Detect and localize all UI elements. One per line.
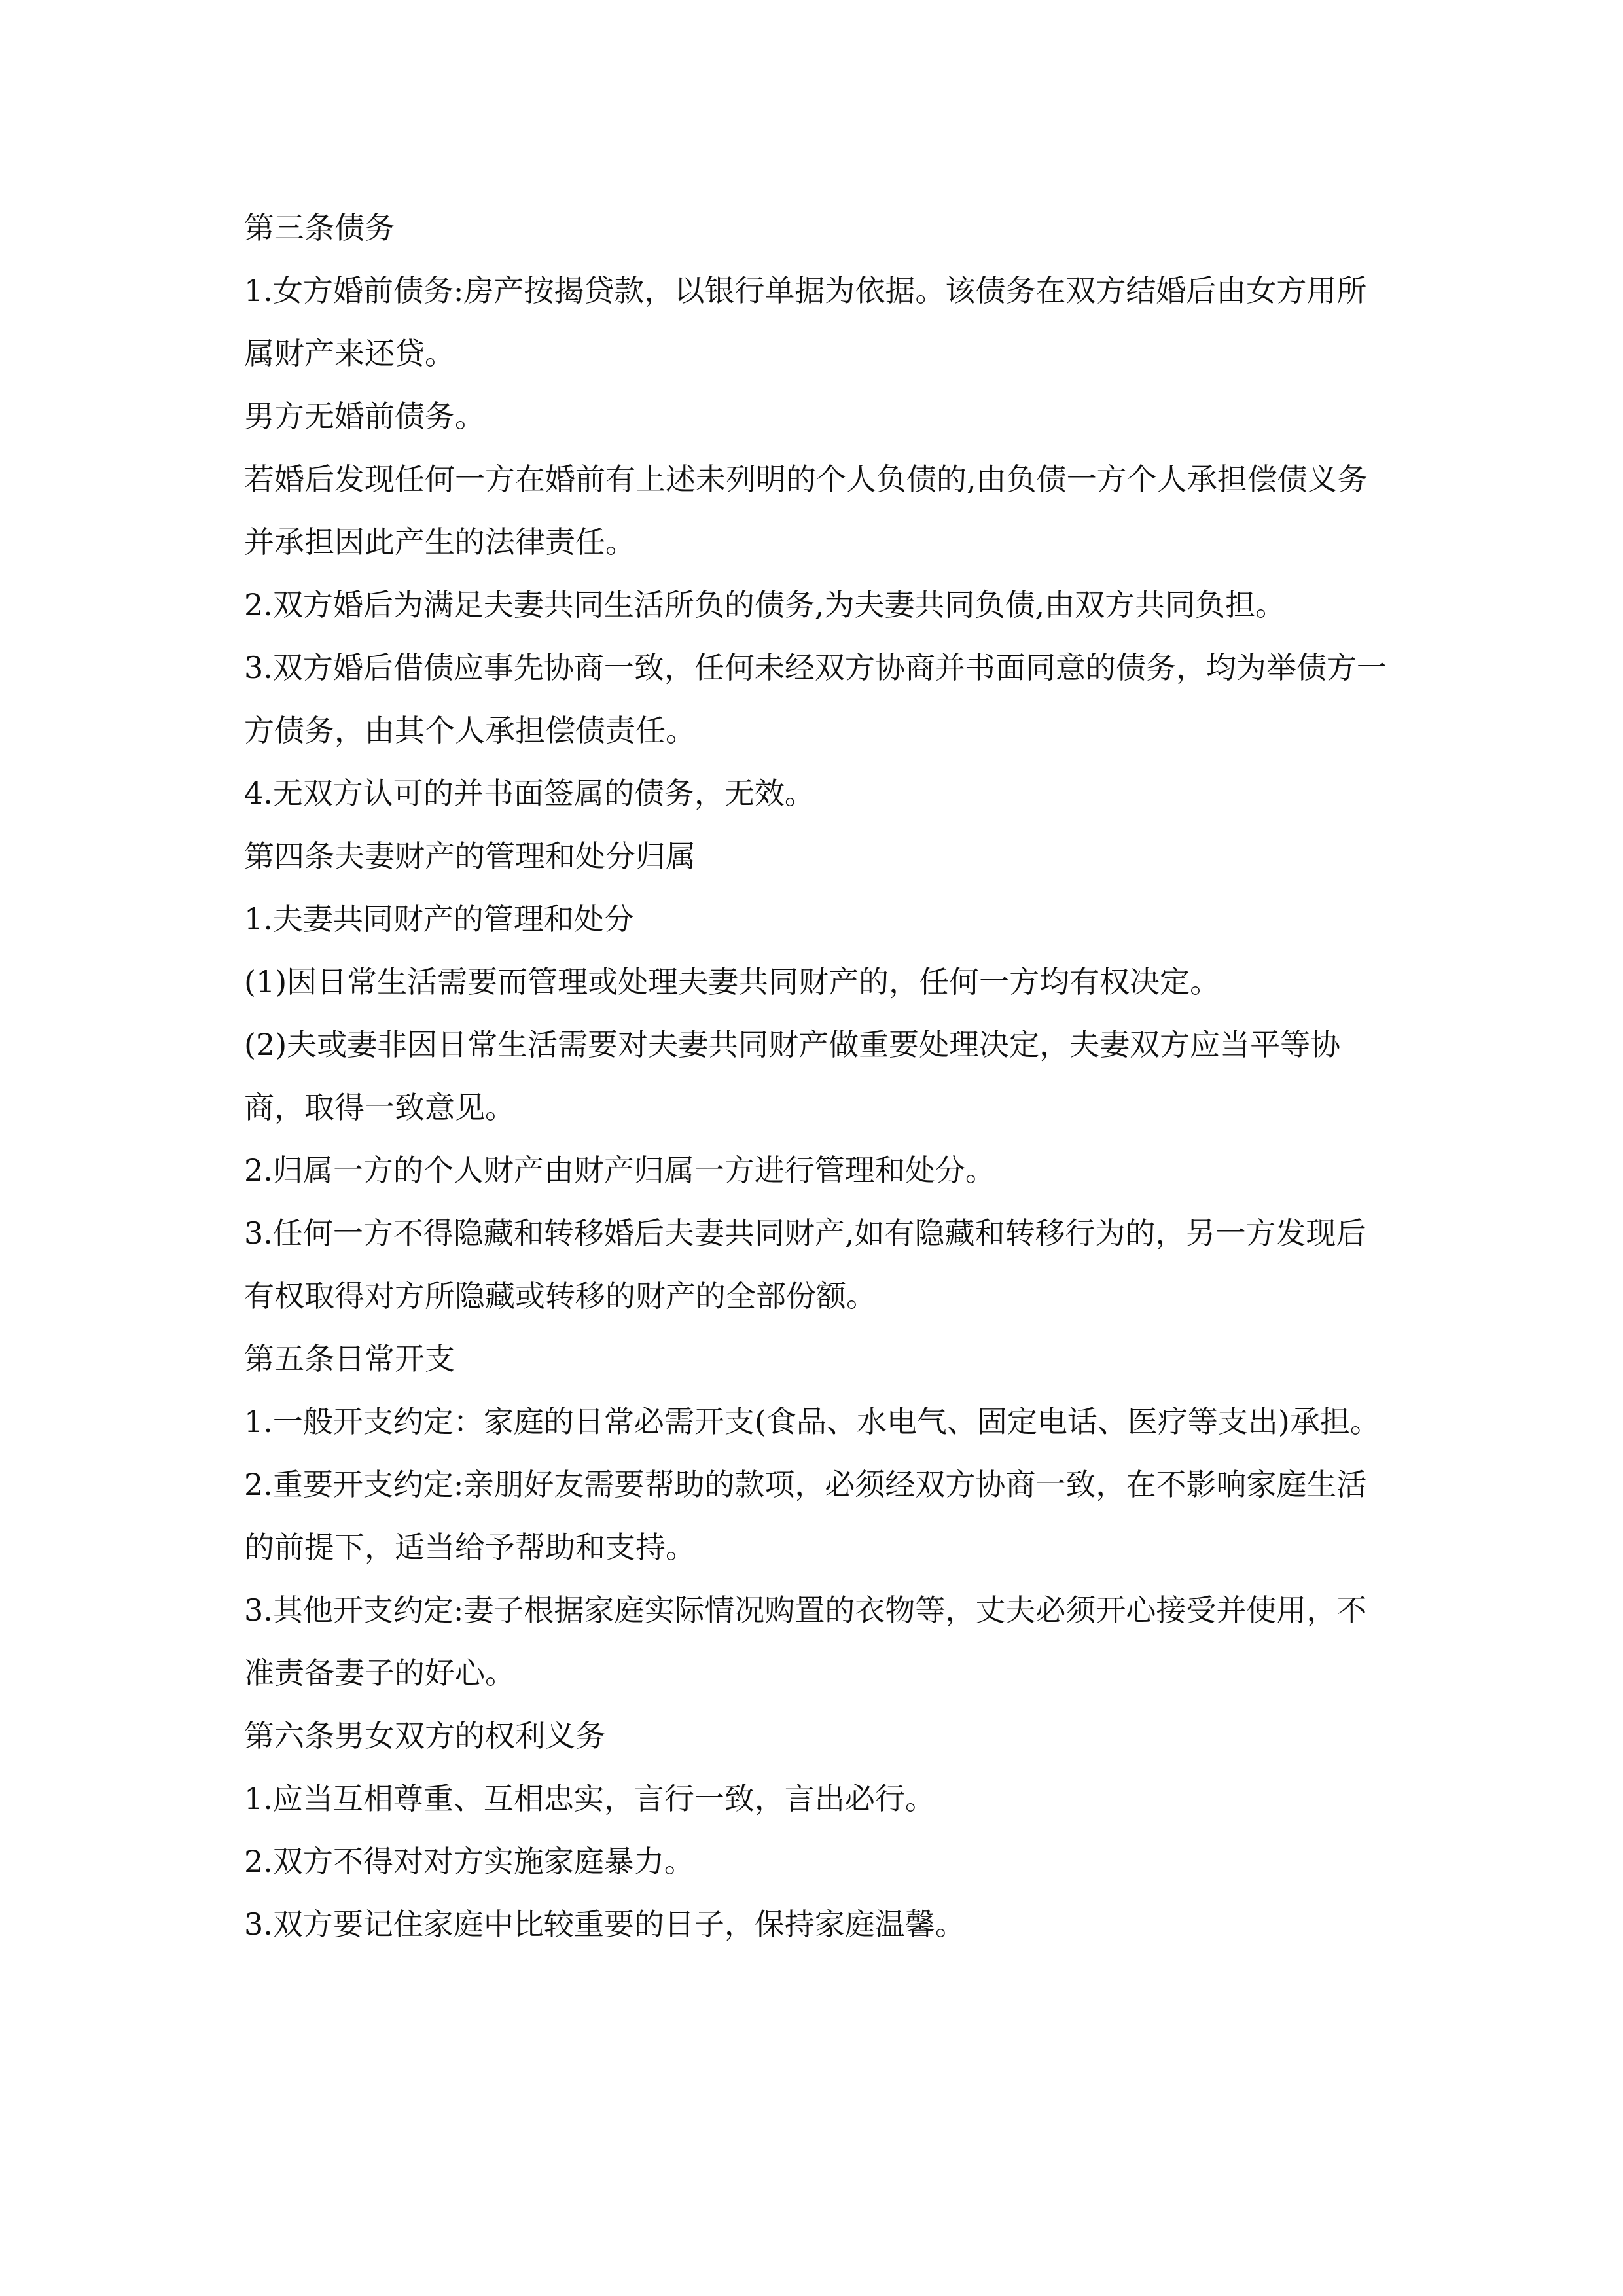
paragraph: 3.任何一方不得隐藏和转移婚后夫妻共同财产,如有隐藏和转移行为的，另一方发现后有权取得对方所隐藏或转移的财产的全部份额。 bbox=[244, 1215, 1366, 1314]
paragraph: 1.应当互相尊重、互相忠实，言行一致，言出必行。 bbox=[244, 1781, 935, 1816]
paragraph: 2.双方不得对对方实施家庭暴力。 bbox=[244, 1844, 694, 1879]
section-heading-6: 第六条男女双方的权利义务 bbox=[244, 1718, 605, 1753]
paragraph: 男方无婚前债务。 bbox=[244, 399, 485, 434]
document-body bbox=[244, 196, 1396, 1956]
paragraph: 2.归属一方的个人财产由财产归属一方进行管理和处分。 bbox=[244, 1153, 995, 1188]
paragraph: 4.无双方认可的并书面签属的债务，无效。 bbox=[244, 776, 815, 811]
paragraph: 2.双方婚后为满足夫妻共同生活所负的债务,为夫妻共同负债,由双方共同负担。 bbox=[244, 587, 1286, 622]
paragraph: 若婚后发现任何一方在婚前有上述未列明的个人负债的,由负债一方个人承担偿债义务并承担因此产生的法律责任。 bbox=[244, 461, 1368, 560]
section-heading-3: 第三条债务 bbox=[244, 210, 395, 245]
paragraph: 3.双方要记住家庭中比较重要的日子，保持家庭温馨。 bbox=[244, 1907, 965, 1942]
section-heading-5: 第五条日常开支 bbox=[244, 1341, 455, 1376]
paragraph: 1.夫妻共同财产的管理和处分 bbox=[244, 901, 634, 937]
paragraph: 3.双方婚后借债应事先协商一致，任何未经双方协商并书面同意的债务，均为举债方一方债务，由其个人承担偿债责任。 bbox=[244, 650, 1387, 748]
paragraph: 1.一般开支约定：家庭的日常必需开支(食品、水电气、固定电话、医疗等支出)承担。 bbox=[244, 1404, 1380, 1439]
paragraph: 3.其他开支约定:妻子根据家庭实际情况购置的衣物等，丈夫必须开心接受并使用，不准责备妻子的好心。 bbox=[244, 1592, 1367, 1691]
paragraph: (1)因日常生活需要而管理或处理夫妻共同财产的，任何一方均有权决定。 bbox=[244, 964, 1221, 999]
paragraph: 1.女方婚前债务:房产按揭贷款，以银行单据为依据。该债务在双方结婚后由女方用所属财产来还贷。 bbox=[244, 273, 1367, 371]
paragraph: (2)夫或妻非因日常生活需要对夫妻共同财产做重要处理决定，夫妻双方应当平等协商，取得一致意见。 bbox=[244, 1027, 1341, 1125]
section-heading-4: 第四条夫妻财产的管理和处分归属 bbox=[244, 838, 696, 874]
paragraph: 2.重要开支约定:亲朋好友需要帮助的款项，必须经双方协商一致，在不影响家庭生活的前提下，适当给予帮助和支持。 bbox=[244, 1467, 1367, 1565]
